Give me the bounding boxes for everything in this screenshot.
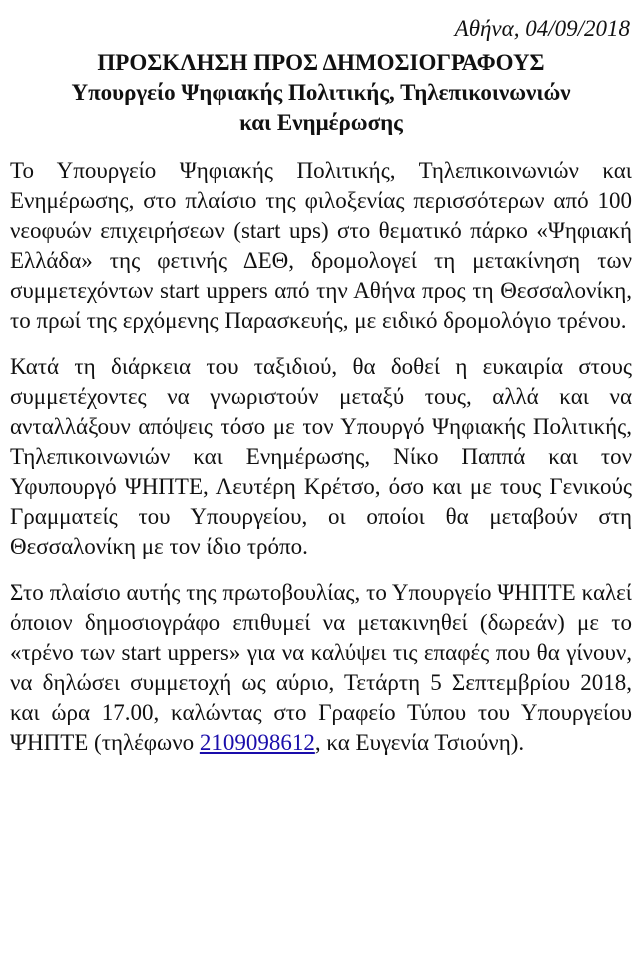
paragraph-3-text-start: Στο πλαίσιο αυτής της πρωτοβουλίας, το Υπουργείο ΨΗΠΤΕ καλεί όποιον δημοσιογράφο επιθυμεί να μετακινηθεί (δωρεάν) με το «τρένο των start uppers» για να καλύψει τις επαφές που θα γίνουν, να δηλώσει συμμετοχή ως αύριο, Τετάρτη 5 Σεπτεμβρίου 2018, και ώρα 17.00, καλώντας στο Γραφείο Τύπου του Υπουργείου ΨΗΠΤΕ (τηλέφωνο	[10, 580, 632, 755]
phone-number-link[interactable]: 2109098612	[199, 730, 315, 755]
paragraph-1: Το Υπουργείο Ψηφιακής Πολιτικής, Τηλεπικοινωνιών και Ενημέρωσης, στο πλαίσιο της φιλοξενίας περισσότερων από 100 νεοφυών επιχειρήσεων (start ups) στο θεματικό πάρκο «Ψηφιακή Ελλάδα» της φετινής ΔΕΘ, δρομολογεί τη μετακίνηση των συμμετεχόντων start uppers από την Αθήνα προς τη Θεσσαλονίκη, το πρωί της ερχόμενης Παρασκευής, με ειδικό δρομολόγιο τρένου.	[10, 158, 632, 333]
document-title: ΠΡΟΣΚΛΗΣΗ ΠΡΟΣ ΔΗΜΟΣΙΟΓΡΑΦΟΥΣ	[97, 50, 545, 75]
date-line: Αθήνα, 04/09/2018	[454, 16, 630, 41]
paragraph-3-text-end: , κα Ευγενία Τσιούνη).	[314, 730, 525, 755]
paragraph-3	[10, 578, 632, 758]
paragraph-2: Κατά τη διάρκεια του ταξιδιού, θα δοθεί η ευκαιρία στους συμμετέχοντες να γνωριστούν μεταξύ τους, αλλά και να ανταλλάξουν απόψεις τόσο με τον Υπουργό Ψηφιακής Πολιτικής, Τηλεπικοινωνιών και Ενημέρωσης, Νίκο Παππά και τον Υφυπουργό ΨΗΠΤΕ, Λευτέρη Κρέτσο, όσο και με τους Γενικούς Γραμματείς του Υπουργείου, οι οποίοι θα μεταβούν στη Θεσσαλονίκη με τον ίδιο τρόπο.	[10, 354, 632, 559]
ministry-name-line1: Υπουργείο Ψηφιακής Πολιτικής, Τηλεπικοινωνιών	[71, 80, 571, 105]
ministry-name-line2: και Ενημέρωσης	[239, 110, 403, 135]
